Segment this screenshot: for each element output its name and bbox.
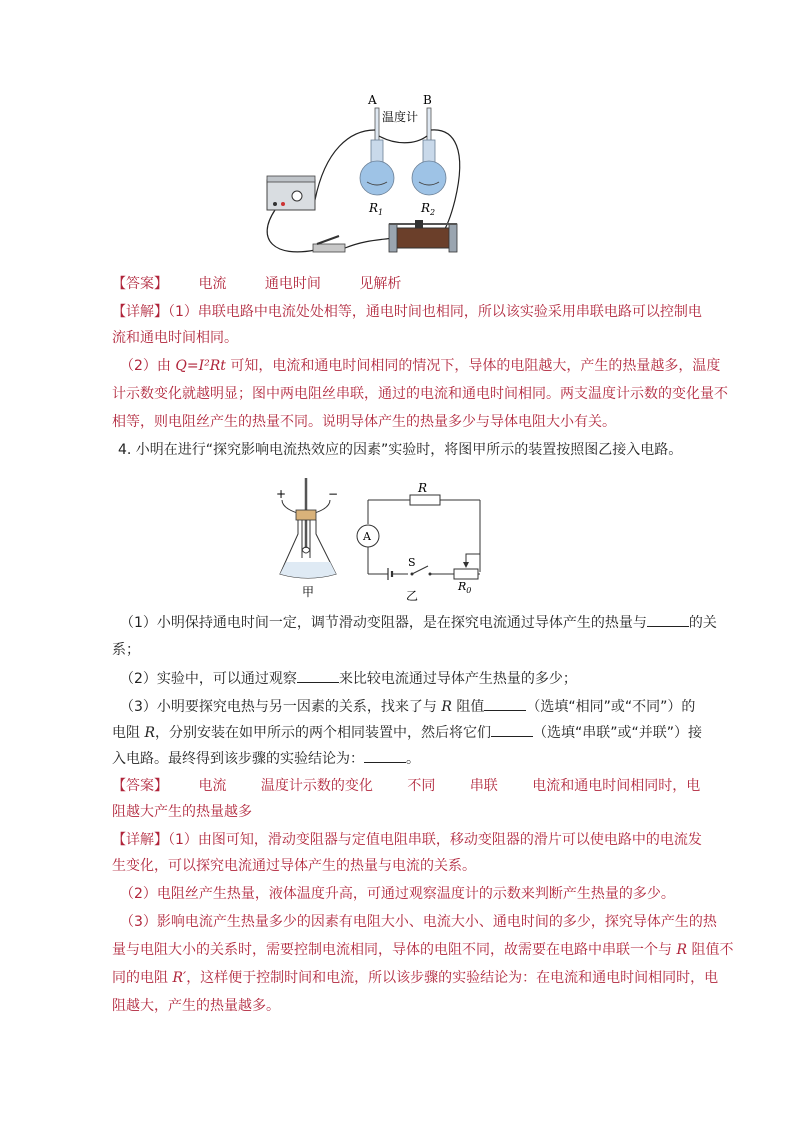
- q4-detail-3b: [112, 940, 734, 960]
- detail-tag: 【详解】: [112, 832, 168, 848]
- answer-blank[interactable]: [647, 612, 689, 627]
- q3-detail-1a: [112, 302, 712, 322]
- question-text: 电阻: [112, 725, 145, 741]
- q4-answer-line: [112, 776, 712, 796]
- answer-tag: 【答案】: [112, 778, 168, 794]
- resistor-label: R: [418, 481, 428, 495]
- switch: [313, 236, 345, 252]
- answer-blank[interactable]: [491, 722, 533, 737]
- q4-sub3-line1: [120, 696, 720, 717]
- circuit-figure-flasks: [255, 90, 495, 270]
- answer-blank[interactable]: [297, 668, 339, 683]
- power-supply: [267, 176, 315, 210]
- flask-r1: [360, 140, 394, 195]
- question-text: （2）实验中，可以通过观察: [120, 671, 297, 687]
- question-text: 。: [406, 751, 420, 767]
- answer-tag: 【答案】: [112, 276, 168, 292]
- detail-text: （1）由图可知，滑动变阻器与定值电阻串联，移动变阻器的滑片可以使电路中的电流发: [168, 832, 702, 848]
- question-text: 来比较电流通过导体产生热量的多少；: [338, 671, 577, 687]
- thermometer-label: 温度计: [382, 110, 419, 124]
- answer-item: 电流和通电时间相同时，电: [532, 778, 701, 794]
- symbol-r: R: [441, 699, 452, 715]
- r1-label: $R_1$: [369, 201, 384, 217]
- answer-item: 见解析: [359, 276, 402, 292]
- rheostat: [389, 220, 457, 252]
- question-text: 的关: [688, 615, 717, 631]
- q4-sub3-line2: [112, 722, 712, 743]
- question-text: 入电路。最终得到该步骤的实验结论为：: [112, 751, 364, 767]
- q4-detail-3a: （3）影响电流产生热量多少的因素有电阻大小、电流大小、通电时间的多少，探究导体产生的热: [120, 914, 717, 930]
- resistor-r: [410, 495, 440, 505]
- caption-jia: 甲: [302, 585, 315, 598]
- q4-detail-3c: [112, 968, 719, 988]
- q3-answer-line: [112, 274, 712, 294]
- question-text: ，分别安装在如甲所示的两个相同装置中，然后将它们: [155, 725, 491, 741]
- detail-text: 同的电阻: [112, 970, 173, 986]
- minus-sign: −: [328, 487, 339, 501]
- q4-detail-1b: 生变化，可以探究电流通过导体产生的热量与电流的关系。: [112, 858, 476, 874]
- figure-yi-circuit: [350, 478, 490, 602]
- question-text: 阻值: [451, 699, 485, 715]
- q4-stem: 4. 小明在进行“探究影响电流热效应的因素”实验时，将图甲所示的装置按照图乙接入电路。: [118, 442, 683, 458]
- answer-blank[interactable]: [364, 748, 406, 763]
- formula: Q=I²Rt: [175, 358, 226, 374]
- flask-r2: [412, 140, 446, 195]
- q3-detail-2c: 相等，则电阻丝产生的热量不同。说明导体产生的热量多少与导体电阻大小有关。: [112, 414, 616, 430]
- label-b: B: [423, 93, 432, 107]
- q3-detail-2b: 计示数变化就越明显；图中两电阻丝串联，通过的电流和通电时间相同。两支温度计示数的变化量不: [112, 386, 728, 402]
- symbol-r: R: [144, 725, 155, 741]
- label-a: A: [368, 93, 377, 107]
- question-text: （1）小明保持通电时间一定，调节滑动变阻器，是在探究电流通过导体产生的热量与: [120, 615, 647, 631]
- caption-yi: 乙: [406, 589, 419, 602]
- answer-item: 串联: [469, 778, 498, 794]
- answer-item: 温度计示数的变化: [260, 778, 373, 794]
- detail-text: （2）由: [120, 358, 176, 374]
- question-text: （选填“相同”或“不同”）的: [526, 699, 696, 715]
- answer-item: 电流: [198, 778, 227, 794]
- question-text: （3）小明要探究电热与另一因素的关系，找来了与: [120, 699, 442, 715]
- plus-sign: +: [276, 487, 287, 501]
- detail-tag: 【详解】: [112, 304, 168, 320]
- q4-detail-1a: [112, 830, 712, 850]
- ammeter-label: A: [363, 530, 371, 543]
- detail-text: 阻值不: [687, 942, 734, 958]
- detail-text: （1）串联电路中电流处处相等，通电时间也相同，所以该实验采用串联电路可以控制电: [168, 304, 702, 320]
- q4-sub3-line3: [112, 748, 712, 769]
- q3-detail-2a: [120, 356, 720, 376]
- symbol-r: R: [676, 942, 687, 958]
- answer-item: 不同: [407, 778, 436, 794]
- answer-item: 电流: [198, 276, 227, 292]
- q4-detail-3d: 阻越大，产生的热量越多。: [112, 998, 280, 1014]
- answer-blank[interactable]: [484, 696, 526, 711]
- q4-detail-2: （2）电阻丝产生热量，液体温度升高，可通过观察温度计的示数来判断产生热量的多少。: [120, 886, 675, 902]
- question-text: （选填“串联”或“并联”）接: [533, 725, 703, 741]
- detail-text: ，这样便于控制时间和电流，所以该步骤的实验结论为：在电流和通电时间相同时，电: [186, 970, 719, 986]
- r2-label: $R_2$: [421, 201, 436, 217]
- q4-sub2: [120, 668, 720, 689]
- r0-label: $R_0$: [458, 580, 472, 595]
- q4-sub1-line2: 系；: [112, 642, 140, 658]
- rheostat-r0: [454, 569, 478, 579]
- detail-text: 可知，电流和通电时间相同的情况下，导体的电阻越大，产生的热量越多，温度: [225, 358, 721, 374]
- symbol-r-prime: R′: [172, 970, 187, 986]
- q3-detail-1b: 流和通电时间相同。: [112, 330, 238, 346]
- q4-sub1-line1: [120, 612, 720, 633]
- switch-label: S: [408, 556, 416, 569]
- figure-jia-flask: [268, 478, 348, 598]
- detail-text: 量与电阻大小的关系时，需要控制电流相同，导体的电阻不同，故需要在电路中串联一个与: [112, 942, 677, 958]
- q4-answer-cont: 阻越大产生的热量越多: [112, 804, 252, 820]
- answer-item: 通电时间: [264, 276, 321, 292]
